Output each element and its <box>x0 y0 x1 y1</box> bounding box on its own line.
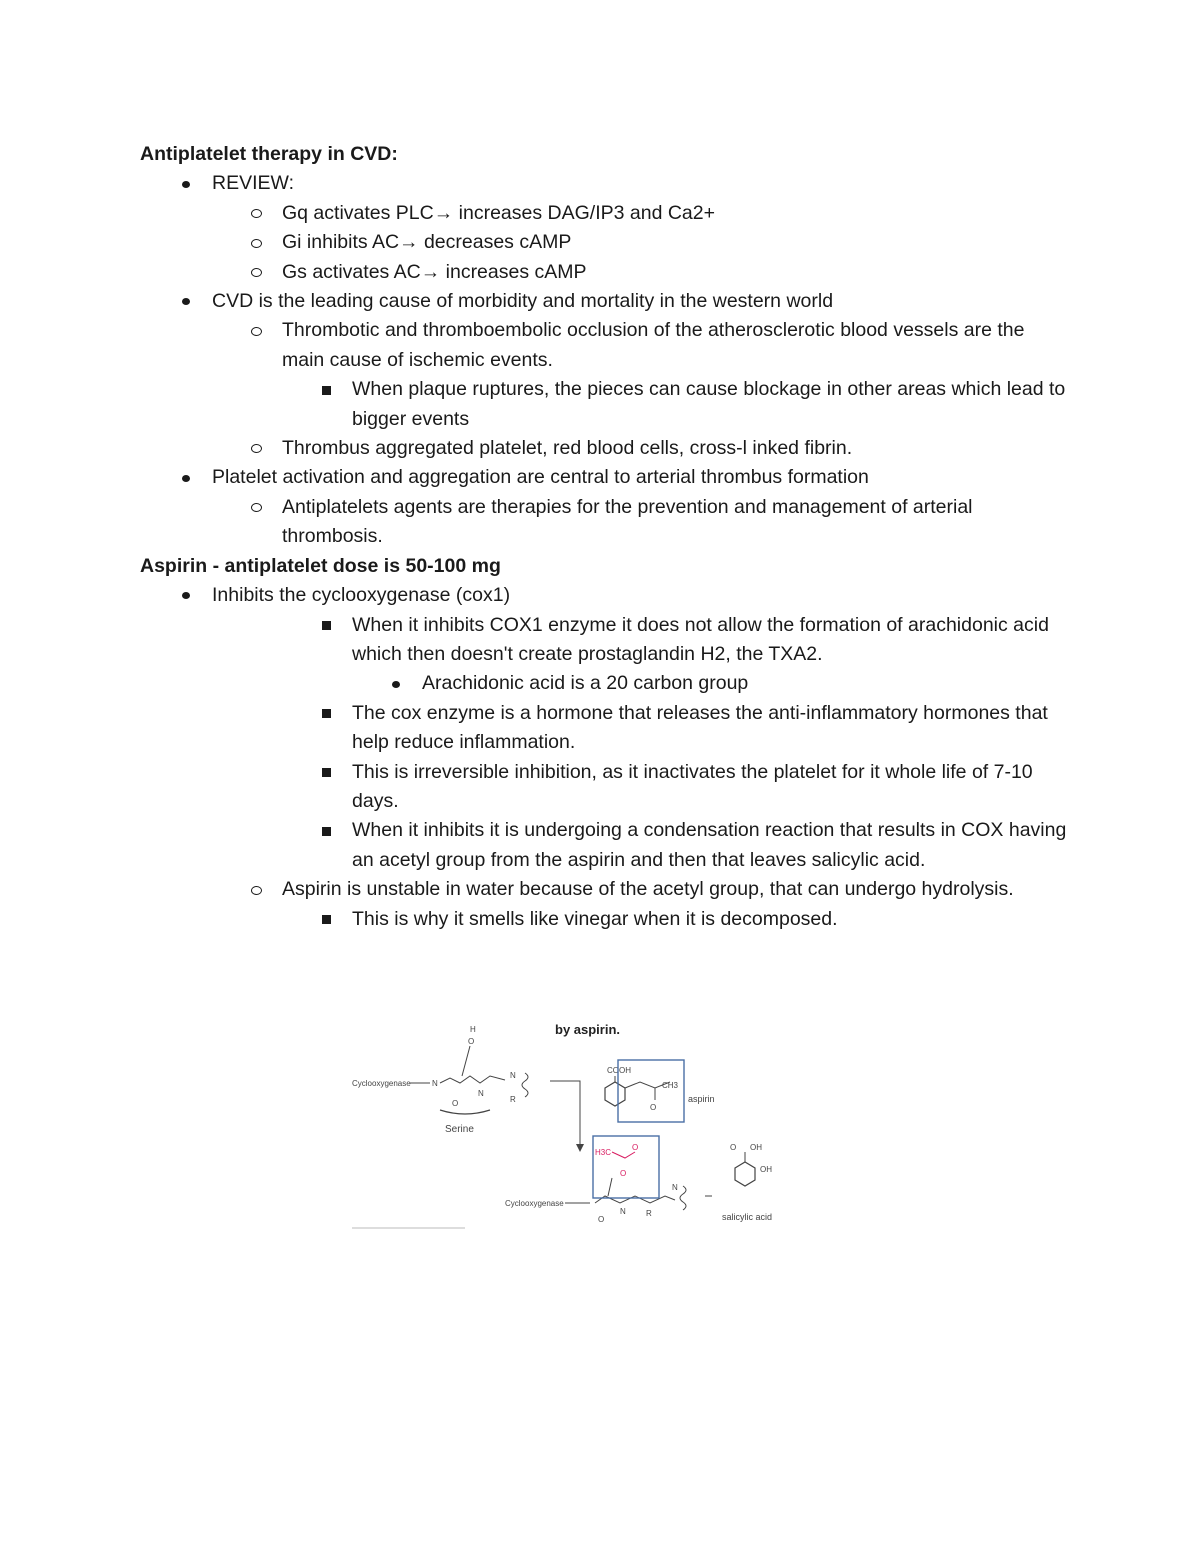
cooh-label: COOH <box>607 1066 631 1075</box>
list-item-text: This is why it smells like vinegar when it is decomposed. <box>352 907 838 930</box>
bullet-circle-icon <box>236 199 276 228</box>
list-item <box>140 905 1070 934</box>
list-item-text: Thrombus aggregated platelet, red blood cells, cross-l inked fibrin. <box>282 437 853 460</box>
list-item-text: Aspirin is unstable in water because of the acetyl group, that can undergo hydrolysis. <box>282 878 1014 901</box>
list-item <box>140 699 1070 758</box>
bullet-dot-icon <box>166 287 206 316</box>
list-item-text: Gi inhibits AC→ decreases cAMP <box>282 231 572 254</box>
atom-h: H <box>470 1025 476 1034</box>
bullet-dot-icon <box>376 669 416 698</box>
atom-r: R <box>510 1095 516 1104</box>
list-item-text: CVD is the leading cause of morbidity and mortality in the western world <box>212 290 834 313</box>
list-item <box>140 434 1070 463</box>
figure-caption: by aspirin. <box>555 1022 621 1037</box>
atom-n-bottom: N <box>620 1207 626 1216</box>
list-item <box>140 316 1070 375</box>
bullet-dot-icon <box>166 581 206 610</box>
aspirin-o: O <box>650 1103 657 1112</box>
reaction-diagram <box>350 1018 800 1233</box>
bullet-dot-icon <box>166 463 206 492</box>
list-item <box>140 611 1070 670</box>
document-body <box>140 140 1070 934</box>
bullet-circle-icon <box>236 875 276 904</box>
list-item <box>140 758 1070 817</box>
ch3-label: CH3 <box>662 1081 679 1090</box>
list-item-text: Thrombotic and thromboembolic occlusion of the atherosclerotic blood vessels are the main cause of ischemic events. <box>282 319 1025 371</box>
bullet-square-icon <box>306 905 346 934</box>
salicylic-oh-2: OH <box>760 1165 772 1174</box>
bullet-dot-icon <box>166 169 206 198</box>
aspirin-label: aspirin <box>688 1094 715 1104</box>
atom-o-bottom: O <box>598 1215 605 1224</box>
list-item-text: Platelet activation and aggregation are central to arterial thrombus formation <box>212 466 869 489</box>
bullet-square-icon <box>306 758 346 787</box>
list-item-text: When it inhibits COX1 enzyme it does not allow the formation of arachidonic acid which then doesn't create prostaglandin H2, the TXA2. <box>352 613 1049 665</box>
salicylic-label: salicylic acid <box>722 1212 773 1222</box>
list-item <box>140 169 1070 198</box>
salicylic-oh-1: OH <box>750 1143 762 1152</box>
list-item-text: Gq activates PLC→ increases DAG/IP3 and Ca2+ <box>282 201 715 224</box>
list-item <box>140 581 1070 610</box>
list-item <box>140 258 1070 287</box>
atom-o: O <box>468 1037 475 1046</box>
list-item-text: REVIEW: <box>212 172 294 195</box>
acetylserine-box <box>593 1136 659 1198</box>
list-item <box>140 669 1070 698</box>
bullet-circle-icon <box>236 258 276 287</box>
list-item <box>140 493 1070 552</box>
section-heading-antiplatelet: Antiplatelet therapy in CVD: <box>140 143 398 165</box>
list-item <box>140 199 1070 228</box>
serine-label: Serine <box>445 1124 474 1135</box>
bullet-circle-icon <box>236 434 276 463</box>
acetyl-o: O <box>632 1143 639 1152</box>
list-item-text: Arachidonic acid is a 20 carbon group <box>422 672 749 695</box>
h3c-label: H3C <box>595 1148 612 1157</box>
section-heading-aspirin: Aspirin - antiplatelet dose is 50-100 mg <box>140 554 501 577</box>
salicylic-o: O <box>730 1143 737 1152</box>
enzyme-label-bottom: Cyclooxygenase <box>505 1199 564 1208</box>
aspirin-mechanism-figure <box>350 1018 800 1233</box>
list-item <box>140 875 1070 904</box>
bullet-square-icon <box>306 375 346 404</box>
list-item <box>140 463 1070 492</box>
list-item <box>140 375 1070 434</box>
list-item-text: When plaque ruptures, the pieces can cause blockage in other areas which lead to bigger events <box>352 378 1066 430</box>
bullet-square-icon <box>306 611 346 640</box>
bullet-square-icon <box>306 699 346 728</box>
list-item-text: This is irreversible inhibition, as it inactivates the platelet for it whole life of 7-10 days. <box>352 760 1033 812</box>
atom-n-bottom-2: N <box>672 1183 678 1192</box>
atom-o-carbonyl: O <box>452 1099 459 1108</box>
acetyl-o-2: O <box>620 1169 627 1178</box>
list-item <box>140 816 1070 875</box>
bullet-square-icon <box>306 816 346 845</box>
list-item-text: The cox enzyme is a hormone that releases the anti-inflammatory hormones that help reduce inflammation. <box>352 701 1048 754</box>
list-item <box>140 287 1070 316</box>
bullet-circle-icon <box>236 493 276 522</box>
bullet-circle-icon <box>236 228 276 257</box>
atom-r-bottom: R <box>646 1209 652 1218</box>
list-item <box>140 228 1070 257</box>
list-item-text: Antiplatelets agents are therapies for the prevention and management of arterial thrombosis. <box>282 495 973 548</box>
list-item-text: Gs activates AC→ increases cAMP <box>282 260 587 283</box>
atom-n-3: N <box>510 1071 516 1080</box>
bullet-circle-icon <box>236 316 276 345</box>
list-item-text: When it inhibits it is undergoing a condensation reaction that results in COX having an acetyl group from the aspirin and then that leaves salicylic acid. <box>352 819 1067 871</box>
list-item-text: Inhibits the cyclooxygenase (cox1) <box>212 584 511 607</box>
enzyme-label-top: Cyclooxygenase <box>352 1079 411 1088</box>
atom-n-2: N <box>478 1089 484 1098</box>
atom-n: N <box>432 1079 438 1088</box>
